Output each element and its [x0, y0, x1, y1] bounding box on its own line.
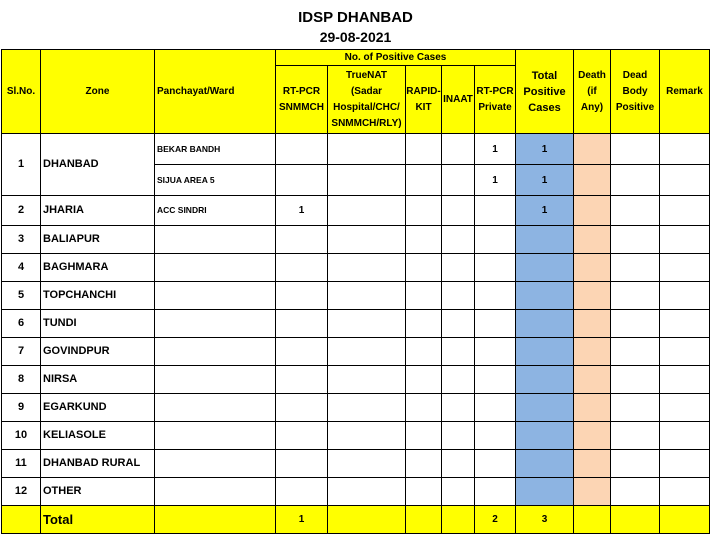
total-rapid-kit: [406, 506, 442, 534]
cell-truenat: [328, 134, 406, 165]
cell-rtpcr-private: [475, 226, 516, 254]
cell-rtpcr-private: [475, 310, 516, 338]
cell-inaat: [442, 226, 475, 254]
table-row: [2, 422, 710, 450]
cell-rapid-kit: [406, 394, 442, 422]
total-truenat: [328, 506, 406, 534]
cell-zone: GOVINDPUR: [41, 338, 155, 366]
cell-zone: DHANBAD RURAL: [41, 450, 155, 478]
cell-truenat: [328, 310, 406, 338]
total-death: [574, 506, 611, 534]
cell-rapid-kit: [406, 338, 442, 366]
cell-remark: [660, 226, 710, 254]
table-row: [2, 282, 710, 310]
cell-inaat: [442, 134, 475, 165]
cell-panchayat: BEKAR BANDH: [155, 134, 276, 165]
cell-remark: [660, 394, 710, 422]
cell-truenat: [328, 366, 406, 394]
cell-death: [574, 310, 611, 338]
cell-rtpcr-snmmch: [276, 254, 328, 282]
cell-dead-body: [611, 338, 660, 366]
table-row: [2, 394, 710, 422]
header-death: Death (if Any): [574, 50, 611, 134]
report-title: IDSP DHANBAD: [298, 9, 413, 26]
cell-panchayat: [155, 254, 276, 282]
cell-death: [574, 366, 611, 394]
cell-zone: BAGHMARA: [41, 254, 155, 282]
total-dead-body: [611, 506, 660, 534]
cell-rapid-kit: [406, 226, 442, 254]
cell-zone: BALIAPUR: [41, 226, 155, 254]
total-panchayat: [155, 506, 276, 534]
cell-sl-no: 6: [2, 310, 41, 338]
cell-remark: [660, 282, 710, 310]
cell-death: [574, 394, 611, 422]
cell-death: [574, 196, 611, 226]
cell-sl-no: 10: [2, 422, 41, 450]
cell-rtpcr-private: 1: [475, 165, 516, 196]
cell-sl-no: 2: [2, 196, 41, 226]
cell-zone: TUNDI: [41, 310, 155, 338]
cell-truenat: [328, 450, 406, 478]
table-row: [2, 366, 710, 394]
header-truenat: TrueNAT (Sadar Hospital/CHC/ SNMMCH/RLY): [328, 66, 406, 134]
cell-zone: NIRSA: [41, 366, 155, 394]
cell-truenat: [328, 394, 406, 422]
total-rtpcr-snmmch: 1: [276, 506, 328, 534]
cell-death: [574, 282, 611, 310]
table-row: [2, 338, 710, 366]
cell-rapid-kit: [406, 196, 442, 226]
cell-dead-body: [611, 366, 660, 394]
cell-rapid-kit: [406, 134, 442, 165]
cell-sl-no: 1: [2, 134, 41, 196]
cell-rtpcr-snmmch: [276, 338, 328, 366]
table-row: [2, 310, 710, 338]
cell-inaat: [442, 338, 475, 366]
header-rapid-kit: RAPID- KIT: [406, 66, 442, 134]
cell-rtpcr-private: [475, 196, 516, 226]
cell-truenat: [328, 338, 406, 366]
cell-total-positive: [516, 254, 574, 282]
cell-remark: [660, 478, 710, 506]
cell-truenat: [328, 478, 406, 506]
cell-dead-body: [611, 450, 660, 478]
header-positive-cases-group: No. of Positive Cases: [276, 50, 516, 66]
cell-total-positive: 1: [516, 165, 574, 196]
table-row: [2, 450, 710, 478]
cell-remark: [660, 310, 710, 338]
cell-dead-body: [611, 478, 660, 506]
cell-total-positive: 1: [516, 196, 574, 226]
cell-rapid-kit: [406, 422, 442, 450]
total-sl-no: [2, 506, 41, 534]
cell-rtpcr-snmmch: [276, 366, 328, 394]
cell-inaat: [442, 422, 475, 450]
cell-rtpcr-snmmch: [276, 310, 328, 338]
cell-rtpcr-snmmch: [276, 394, 328, 422]
cell-death: [574, 134, 611, 165]
positive-cases-table: [1, 49, 710, 534]
cell-total-positive: 1: [516, 134, 574, 165]
cell-inaat: [442, 394, 475, 422]
cell-truenat: [328, 165, 406, 196]
cell-death: [574, 478, 611, 506]
cell-panchayat: [155, 450, 276, 478]
cell-rtpcr-private: [475, 338, 516, 366]
cell-death: [574, 338, 611, 366]
cell-panchayat: [155, 394, 276, 422]
cell-sl-no: 8: [2, 366, 41, 394]
cell-rtpcr-snmmch: [276, 478, 328, 506]
cell-panchayat: [155, 226, 276, 254]
cell-truenat: [328, 282, 406, 310]
total-positive-cases: 3: [516, 506, 574, 534]
cell-death: [574, 165, 611, 196]
cell-total-positive: [516, 282, 574, 310]
cell-inaat: [442, 165, 475, 196]
header-sl-no: Sl.No.: [2, 50, 41, 134]
cell-zone: TOPCHANCHI: [41, 282, 155, 310]
cell-dead-body: [611, 196, 660, 226]
table-row: [2, 50, 710, 66]
cell-truenat: [328, 226, 406, 254]
header-zone: Zone: [41, 50, 155, 134]
cell-zone: EGARKUND: [41, 394, 155, 422]
cell-dead-body: [611, 165, 660, 196]
header-remark: Remark: [660, 50, 710, 134]
cell-zone: OTHER: [41, 478, 155, 506]
cell-rapid-kit: [406, 165, 442, 196]
cell-death: [574, 254, 611, 282]
cell-death: [574, 226, 611, 254]
total-rtpcr-private: 2: [475, 506, 516, 534]
cell-truenat: [328, 196, 406, 226]
cell-inaat: [442, 282, 475, 310]
cell-total-positive: [516, 226, 574, 254]
cell-rapid-kit: [406, 450, 442, 478]
cell-remark: [660, 338, 710, 366]
header-rtpcr-snmmch: RT-PCR SNMMCH: [276, 66, 328, 134]
cell-total-positive: [516, 310, 574, 338]
cell-sl-no: 9: [2, 394, 41, 422]
cell-sl-no: 7: [2, 338, 41, 366]
cell-remark: [660, 366, 710, 394]
cell-rtpcr-snmmch: [276, 226, 328, 254]
cell-rtpcr-private: [475, 254, 516, 282]
cell-rtpcr-snmmch: [276, 134, 328, 165]
cell-inaat: [442, 478, 475, 506]
cell-dead-body: [611, 226, 660, 254]
cell-rapid-kit: [406, 478, 442, 506]
cell-rtpcr-snmmch: [276, 282, 328, 310]
cell-rtpcr-private: [475, 366, 516, 394]
cell-rapid-kit: [406, 366, 442, 394]
cell-sl-no: 4: [2, 254, 41, 282]
table-row: [2, 506, 710, 534]
cell-remark: [660, 134, 710, 165]
cell-sl-no: 5: [2, 282, 41, 310]
cell-inaat: [442, 366, 475, 394]
cell-total-positive: [516, 394, 574, 422]
header-inaat: INAAT: [442, 66, 475, 134]
cell-remark: [660, 165, 710, 196]
total-label: Total: [41, 506, 155, 534]
cell-panchayat: [155, 282, 276, 310]
header-rtpcr-private: RT-PCR Private: [475, 66, 516, 134]
cell-dead-body: [611, 422, 660, 450]
cell-rapid-kit: [406, 282, 442, 310]
header-total-positive: Total Positive Cases: [516, 50, 574, 134]
cell-rtpcr-private: [475, 422, 516, 450]
cell-rtpcr-snmmch: [276, 450, 328, 478]
cell-remark: [660, 422, 710, 450]
cell-death: [574, 422, 611, 450]
cell-total-positive: [516, 366, 574, 394]
table-row: [2, 478, 710, 506]
cell-rtpcr-private: 1: [475, 134, 516, 165]
cell-zone: JHARIA: [41, 196, 155, 226]
cell-panchayat: SIJUA AREA 5: [155, 165, 276, 196]
cell-sl-no: 11: [2, 450, 41, 478]
cell-rtpcr-snmmch: [276, 422, 328, 450]
cell-remark: [660, 450, 710, 478]
cell-inaat: [442, 254, 475, 282]
cell-total-positive: [516, 338, 574, 366]
cell-rtpcr-snmmch: 1: [276, 196, 328, 226]
cell-inaat: [442, 310, 475, 338]
cell-dead-body: [611, 394, 660, 422]
total-inaat: [442, 506, 475, 534]
header-panchayat: Panchayat/Ward: [155, 50, 276, 134]
cell-truenat: [328, 254, 406, 282]
cell-rtpcr-snmmch: [276, 165, 328, 196]
cell-panchayat: [155, 366, 276, 394]
cell-dead-body: [611, 310, 660, 338]
cell-dead-body: [611, 134, 660, 165]
cell-dead-body: [611, 254, 660, 282]
cell-inaat: [442, 450, 475, 478]
cell-rtpcr-private: [475, 282, 516, 310]
cell-truenat: [328, 422, 406, 450]
cell-dead-body: [611, 282, 660, 310]
report-date: 29-08-2021: [319, 29, 392, 45]
cell-death: [574, 450, 611, 478]
cell-panchayat: [155, 422, 276, 450]
cell-sl-no: 12: [2, 478, 41, 506]
cell-zone: KELIASOLE: [41, 422, 155, 450]
cell-rapid-kit: [406, 254, 442, 282]
cell-panchayat: [155, 338, 276, 366]
cell-remark: [660, 254, 710, 282]
table-row: [2, 226, 710, 254]
cell-remark: [660, 196, 710, 226]
cell-sl-no: 3: [2, 226, 41, 254]
cell-panchayat: ACC SINDRI: [155, 196, 276, 226]
cell-panchayat: [155, 478, 276, 506]
table-row: [2, 254, 710, 282]
table-row: [2, 134, 710, 165]
cell-rtpcr-private: [475, 478, 516, 506]
cell-rtpcr-private: [475, 450, 516, 478]
header-dead-body: Dead Body Positive: [611, 50, 660, 134]
cell-inaat: [442, 196, 475, 226]
cell-rapid-kit: [406, 310, 442, 338]
cell-rtpcr-private: [475, 394, 516, 422]
cell-total-positive: [516, 478, 574, 506]
total-remark: [660, 506, 710, 534]
cell-panchayat: [155, 310, 276, 338]
cell-total-positive: [516, 450, 574, 478]
cell-zone: DHANBAD: [41, 134, 155, 196]
cell-total-positive: [516, 422, 574, 450]
table-row: [2, 196, 710, 226]
